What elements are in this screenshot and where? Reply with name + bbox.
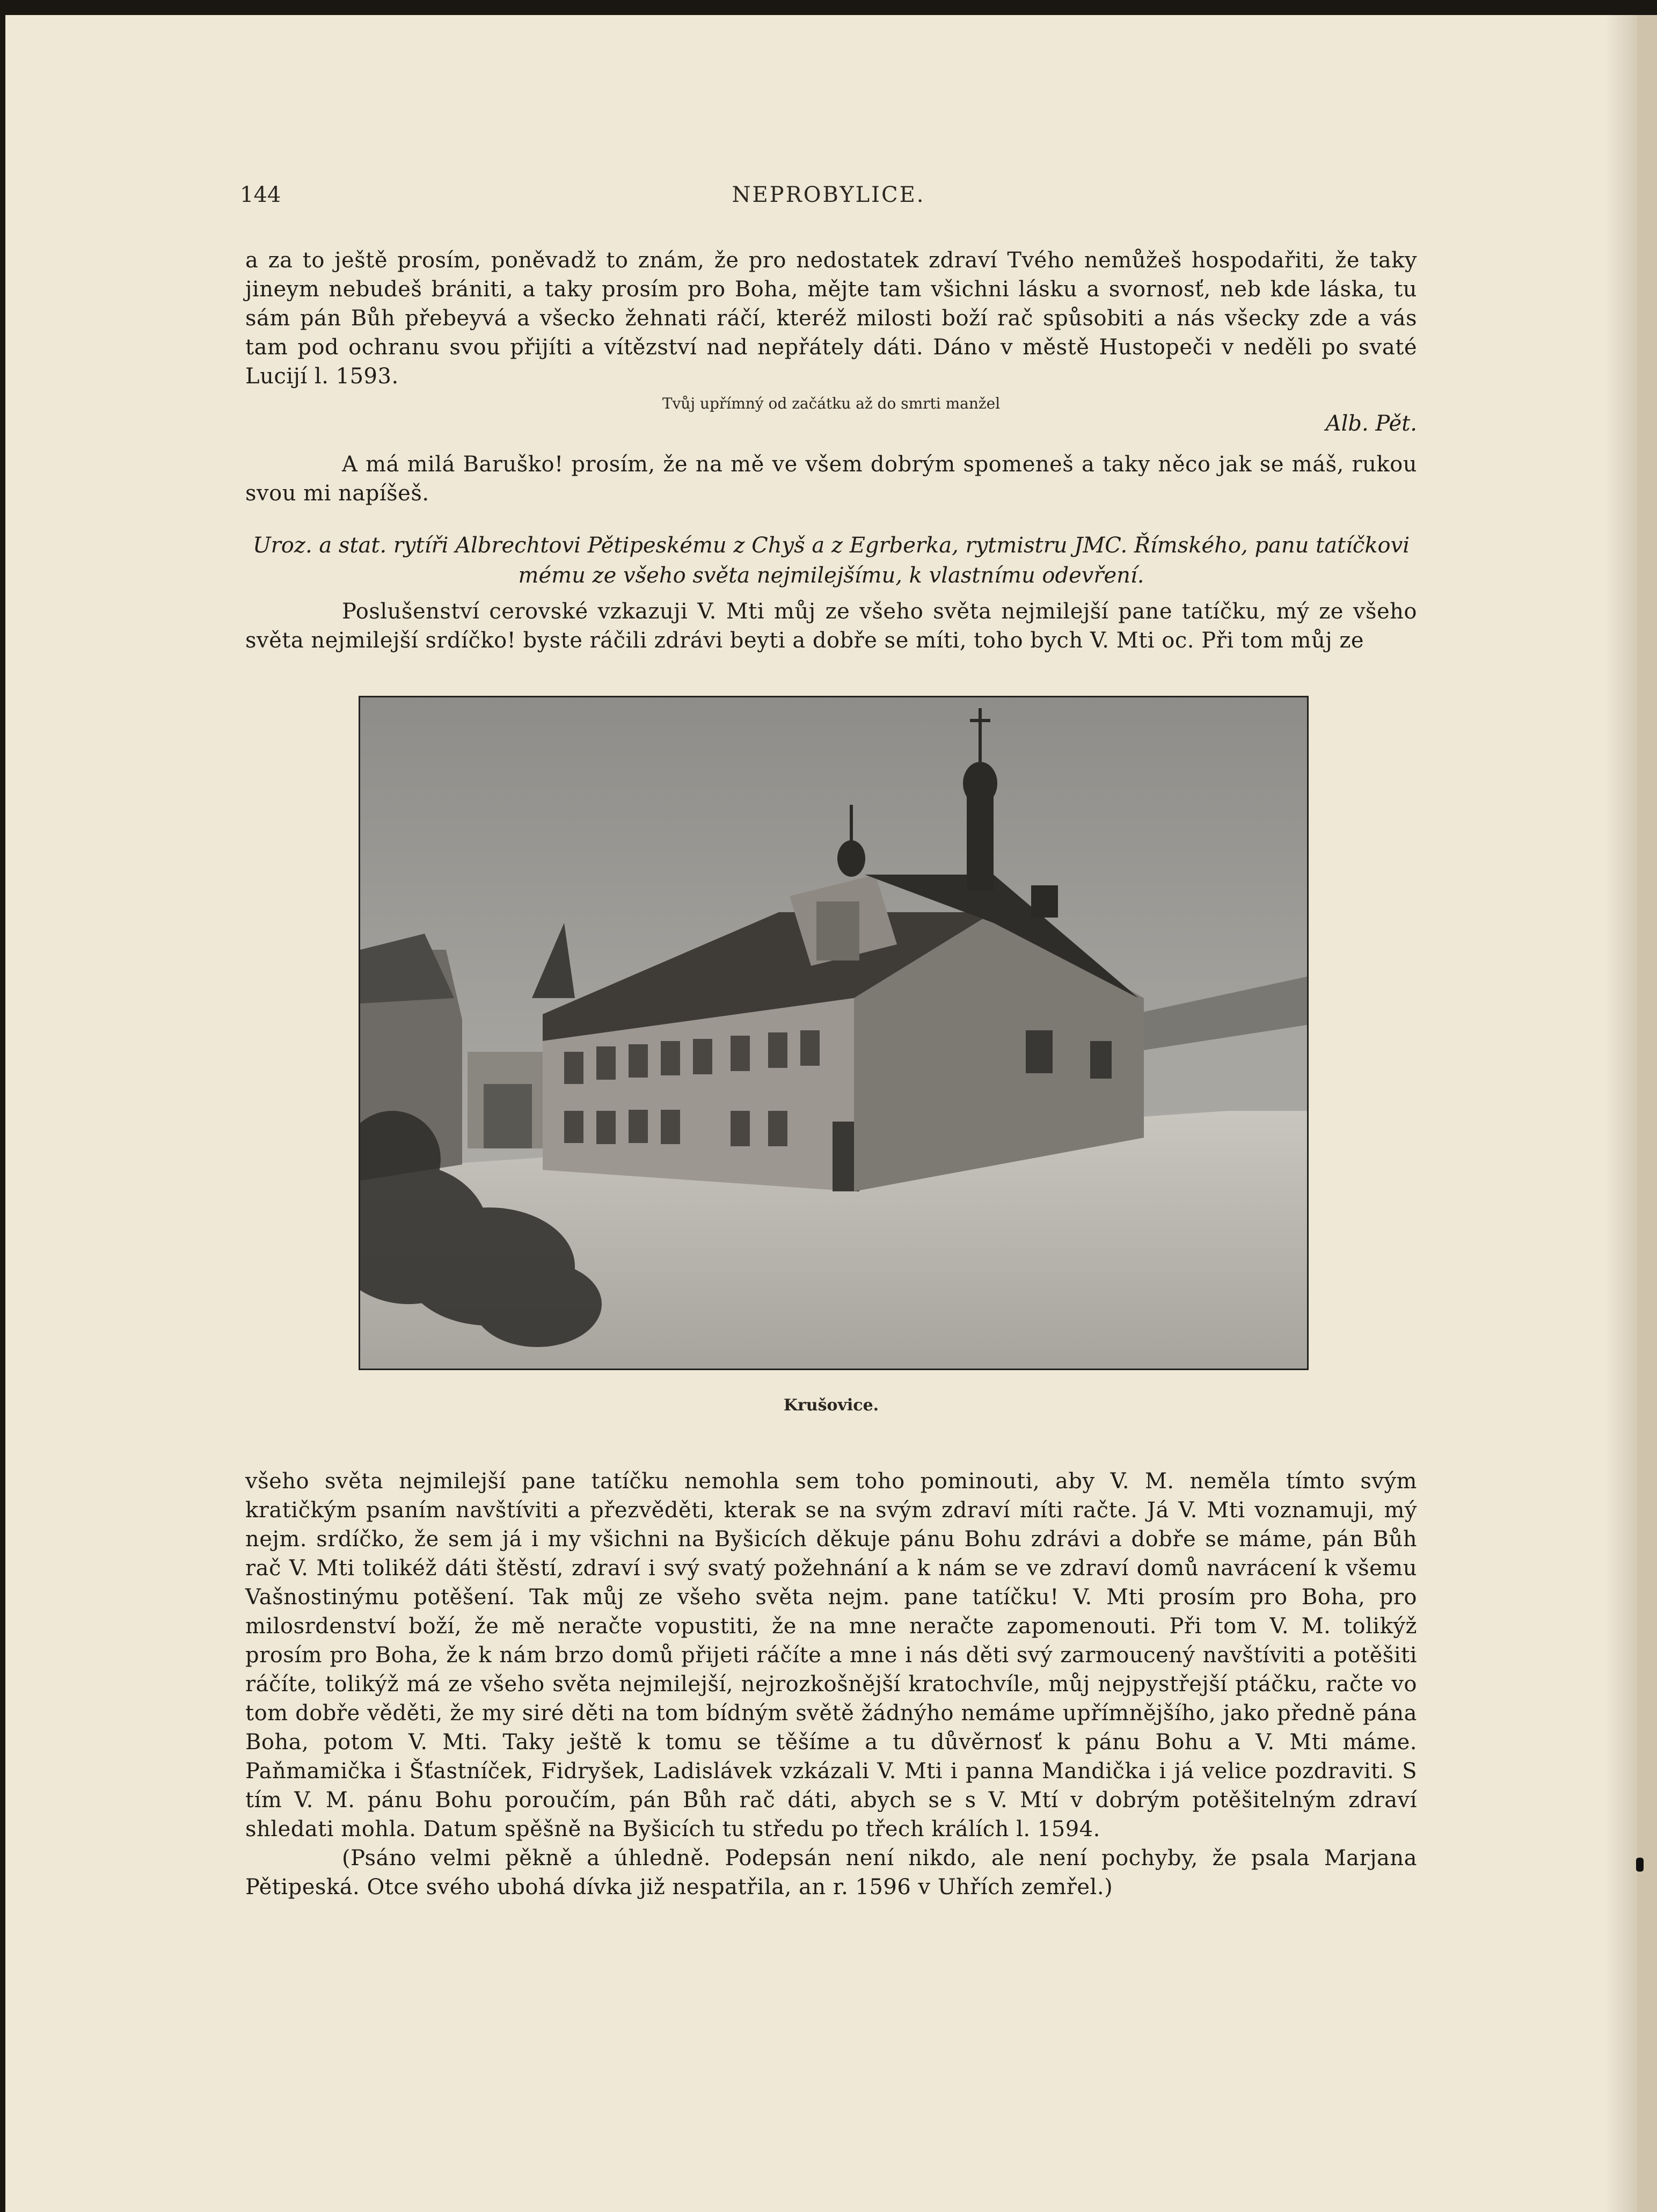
letter1-paragraph: a za to ještě prosím, poněvadž to znám, že pro nedostatek zdraví Tvého nemůžeš hospodařiti, že taky jineym nebudeš brániti, a taky prosím pro Boha, mějte tam všichni lásku a svornosť, neb kde láska, tu sám pán Bůh přebeyvá a všecko žehnati ráčí, kteréž milosti boží rač spůsobiti a nás všecky zde a vás tam pod ochranu svou přijíti a vítězství nad nepřátely dáti. Dáno v městě Hustopeči v neděli po svaté Lucijí l. 1593. (245, 248, 1417, 389)
figure-caption: Krušovice. (783, 1396, 879, 1415)
address-block (245, 530, 1417, 591)
letter1-body (245, 246, 1417, 391)
page-number: 144 (240, 183, 281, 207)
address-line-2: mému ze všeho světa nejmilejšímu, k vlastnímu odevření. (518, 563, 1144, 588)
letter1-closing: Tvůj upřímný od začátku až do smrti manžel (662, 395, 1001, 412)
page-edge-strip (1637, 15, 1657, 2212)
letter2-opening: Poslušenství cerovské vzkazuji V. Mti můj ze všeho světa nejmilejší pane tatíčku, mý ze všeho světa nejmilejší srdíčko! byste ráčili zdrávi beyti a dobře se míti, toho bych V. Mti oc. Při tom můj ze (245, 599, 1417, 653)
building-engraving (360, 697, 1307, 1369)
page-header (240, 183, 1417, 215)
letter1-signature: Alb. Pět. (1325, 411, 1417, 436)
krusovice-illustration (359, 696, 1309, 1370)
letter2-note: (Psáno velmi pěkně a úhledně. Podepsán není nikdo, ale není pochyby, že psala Marjana Pětipeská. Otce svého ubohá dívka již nespatřila, an r. 1596 v Uhřích zemřel.) (245, 1846, 1417, 1900)
letter1-postscript: A má milá Baruško! prosím, že na mě ve všem dobrým spomeneš a taky něco jak se máš, rukou svou mi napíšeš. (245, 452, 1417, 506)
letter2-opening-block (245, 597, 1417, 655)
letter1-postscript-block (245, 450, 1417, 508)
binding-mark (1636, 1858, 1644, 1872)
address-line-1: Uroz. a stat. rytíři Albrechtovi Pětipeskému z Chyš a z Egrberka, rytmistru JMC. Římského, panu tatíčkovi (252, 533, 1410, 558)
letter2-continuation: všeho světa nejmilejší pane tatíčku nemohla sem toho pominouti, aby V. M. neměla tímto svým kratičkým psaním navštíviti a přezvěděti, kterak se na svým zdraví míti račte. Já V. Mti voznamuji, mý nejm. srdíčko, že sem já i my všichni na Byšicích děkuje pánu Bohu zdrávi a dobře se máme, pán Bůh rač V. Mti tolikéž dáti štěstí, zdraví i svý svatý požehnání a k nám se ve zdraví domů navrácení k všemu Vašnostinýmu potěšení. Tak můj ze všeho světa nejm. pane tatíčku! V. Mti prosím pro Boha, pro milosrdenství boží, že mě neračte vopustiti, že na mne neračte zapomenouti. Při tom V. M. tolikýž prosím pro Boha, že k nám brzo domů přijeti ráčíte a mne i nás děti svý zarmoucený navštíviti a potěšiti ráčíte, tolikýž má ze všeho světa nejmilejší, nejrozkošnější kratochvíle, můj nejpystřejší ptáčku, račte vo tom dobře věděti, že my siré děti na tom bídným světě žádnýho nemáme upřímnějšího, jako předně pána Boha, potom V. Mti. Taky ještě k tomu se těšíme a tu důvěrnosť k pánu Bohu a V. Mti máme. Paňmamička i Šťastníček, Fidryšek, Ladislávek vzkázali V. Mti i panna Mandička i já velice pozdraviti. S tím V. M. pánu Bohu poroučím, pán Bůh rač dáti, abych se s V. Mtí v dobrým potěšitelným zdraví shledati mohla. Datum spěšně na Byšicích tu středu po třech králích l. 1594. (245, 1469, 1417, 1842)
running-title: NEPROBYLICE. (732, 183, 925, 207)
letter2-continuation-block (245, 1467, 1417, 1902)
